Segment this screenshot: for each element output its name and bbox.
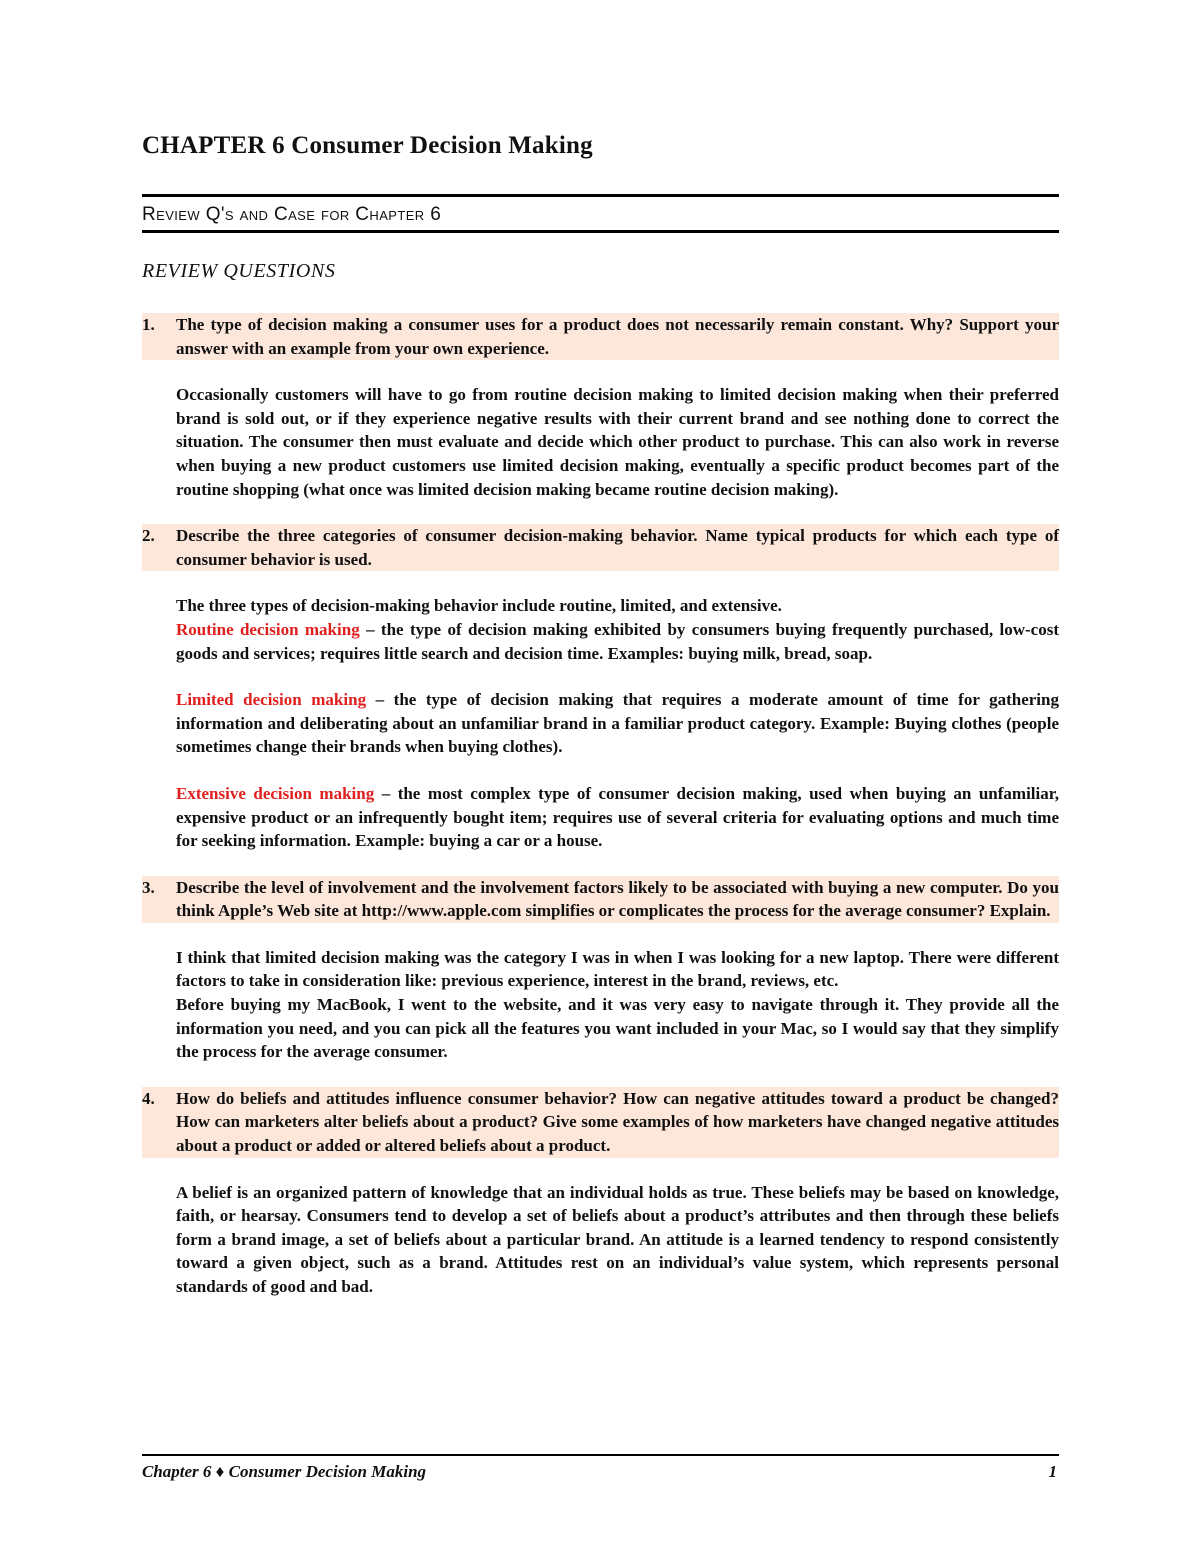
section-rule [142, 230, 1059, 233]
question-text: The type of decision making a consumer uses for a product does not necessarily remain constant. Why? Support your answer with an example from your own experience. [176, 315, 1059, 358]
extensive-term: Extensive decision making [176, 783, 375, 803]
routine-term: Routine decision making [176, 619, 360, 639]
question-text: Describe the three categories of consumer decision-making behavior. Name typical products for which each type of consumer behavior is used. [176, 526, 1059, 569]
answer-2-intro: The three types of decision-making behavior include routine, limited, and extensive. [176, 596, 782, 616]
limited-definition: – the type of decision making that requires a moderate amount of time for gathering information and deliberating about an unfamiliar brand in a familiar product category. Example: Buying clothes (people sometimes change their brands when buying clothes). [176, 690, 1059, 757]
document-page [142, 0, 1059, 1553]
answer-3-part-2: Before buying my MacBook, I went to the website, and it was very easy to navigate through it. They provide all the information you need, and you can pick all the features you want included in your Mac, so I would say that they simplify the process for the average consumer. [176, 995, 1059, 1062]
answer-2-limited [142, 688, 1059, 759]
limited-term: Limited decision making [176, 690, 367, 710]
review-content [142, 313, 1059, 1299]
chapter-title: CHAPTER 6 Consumer Decision Making [142, 132, 593, 159]
question-number: 4. [142, 1088, 155, 1108]
question-text: How do beliefs and attitudes influence consumer behavior? How can negative attitudes toward a product be changed? How can marketers alter beliefs about a product? Give some examples of how marketers have changed negative attitudes about a product or added or altered beliefs about a product. [176, 1088, 1059, 1156]
review-questions-heading: REVIEW QUESTIONS [142, 260, 336, 282]
routine-definition: – the type of decision making exhibited by consumers buying frequently purchased, low-cost goods and services; requires little search and decision time. Examples: buying milk, bread, soap. [176, 619, 1059, 663]
answer-2-routine [142, 618, 1059, 665]
question-1 [142, 313, 1059, 360]
answer-1: Occasionally customers will have to go from routine decision making to limited decision making when their preferred brand is sold out, or if they experience negative results with their current brand and see nothing done to correct the situation. The consumer then must evaluate and decide which other product to purchase. This can also work in reverse when buying a new product customers use limited decision making, eventually a specific product becomes part of the routine shopping (what once was limited decision making became routine decision making). [176, 385, 1059, 499]
question-3 [142, 876, 1059, 923]
answer-4: A belief is an organized pattern of knowledge that an individual holds as true. These beliefs may be based on knowledge, faith, or hearsay. Consumers tend to develop a set of beliefs about a product’s attributes and then through these beliefs form a brand image, a set of beliefs about a particular brand. An attitude is a learned tendency to respond consistently toward a given object, such as a brand. Attitudes rest on an individual’s value system, which represents personal standards of good and bad. [176, 1182, 1059, 1296]
extensive-definition: – the most complex type of consumer decision making, used when buying an unfamiliar, expensive product or an infrequently bought item; requires use of several criteria for evaluating options and much time for seeking information. Example: buying a car or a house. [176, 783, 1059, 851]
question-number: 3. [142, 877, 155, 897]
footer-rule [142, 1454, 1059, 1456]
question-2 [142, 524, 1059, 571]
question-text: Describe the level of involvement and the involvement factors likely to be associated with buying a new computer. Do you think Apple’s Web site at http://www.apple.com simplifies or complicates the process for the average consumer? Explain. [176, 877, 1059, 921]
answer-2-extensive [142, 782, 1059, 853]
section-heading: Review Q's and Case for Chapter 6 [142, 204, 442, 225]
page-number: 1 [1048, 1462, 1057, 1481]
answer-3-part-1: I think that limited decision making was the category I was in when I was looking for a new laptop. There were different factors to take in consideration like: previous experience, interest in the brand, reviews, etc. [176, 947, 1059, 991]
page-footer [142, 1462, 1059, 1482]
footer-chapter-label: Chapter 6 ♦ Consumer Decision Making [142, 1462, 427, 1481]
question-number: 2. [142, 526, 155, 546]
top-rule [142, 194, 1059, 197]
question-number: 1. [142, 315, 155, 334]
question-4 [142, 1087, 1059, 1158]
